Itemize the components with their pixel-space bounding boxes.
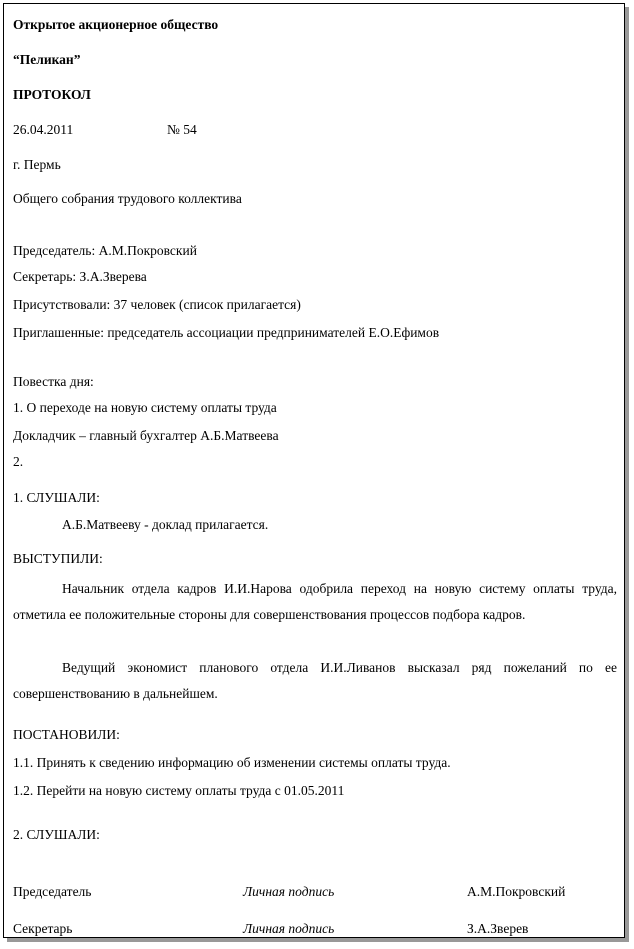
resolved-item-2: 1.2. Перейти на новую систему оплаты труда с 01.05.2011 — [13, 783, 345, 798]
city: г. Пермь — [13, 157, 61, 172]
spoke-paragraph-1: Начальник отдела кадров И.И.Нарова одобрила переход на новую систему оплаты труда, отметила ее положительные стороны для совершенствования процессов подбора кадров. — [13, 581, 617, 622]
agenda-speaker: Докладчик – главный бухгалтер А.Б.Матвеева — [13, 428, 279, 443]
signature-chair-role: Председатель — [13, 884, 92, 899]
signature-secretary-name: З.А.Зверев — [467, 921, 529, 936]
date-number-row — [13, 121, 197, 139]
agenda-item-1: 1. О переходе на новую систему оплаты труда — [13, 400, 277, 415]
heard-heading-1: 1. СЛУШАЛИ: — [13, 490, 100, 505]
spoke-paragraph-2: Ведущий экономист планового отдела И.И.Ливанов высказал ряд пожеланий по ее совершенствованию в дальнейшем. — [13, 660, 617, 701]
signature-chair-name: А.М.Покровский — [467, 884, 566, 899]
heard-heading-2: 2. СЛУШАЛИ: — [13, 827, 100, 842]
signature-secretary-role: Секретарь — [13, 921, 73, 936]
doc-date: 26.04.2011 — [13, 122, 74, 137]
present-line: Присутствовали: 37 человек (список прилагается) — [13, 297, 301, 312]
spoke-heading: ВЫСТУПИЛИ: — [13, 551, 103, 566]
document-page — [3, 3, 625, 938]
org-name: “Пеликан” — [13, 52, 81, 67]
agenda-heading: Повестка дня: — [13, 374, 94, 389]
resolved-heading: ПОСТАНОВИЛИ: — [13, 727, 120, 742]
invited-line: Приглашенные: председатель ассоциации предпринимателей Е.О.Ефимов — [13, 325, 440, 340]
resolved-item-1: 1.1. Принять к сведению информацию об изменении системы оплаты труда. — [13, 755, 451, 770]
doc-type: ПРОТОКОЛ — [13, 87, 91, 102]
agenda-item-2: 2. — [13, 454, 24, 469]
chair-line: Председатель: А.М.Покровский — [13, 243, 197, 258]
signature-chair-sign: Личная подпись — [243, 884, 335, 899]
org-type: Открытое акционерное общество — [13, 17, 219, 32]
doc-title: Общего собрания трудового коллектива — [13, 191, 242, 206]
secretary-line: Секретарь: З.А.Зверева — [13, 269, 147, 284]
doc-number: № 54 — [167, 122, 197, 137]
heard-text-1: А.Б.Матвееву - доклад прилагается. — [62, 517, 269, 532]
signature-secretary-sign: Личная подпись — [243, 921, 335, 936]
